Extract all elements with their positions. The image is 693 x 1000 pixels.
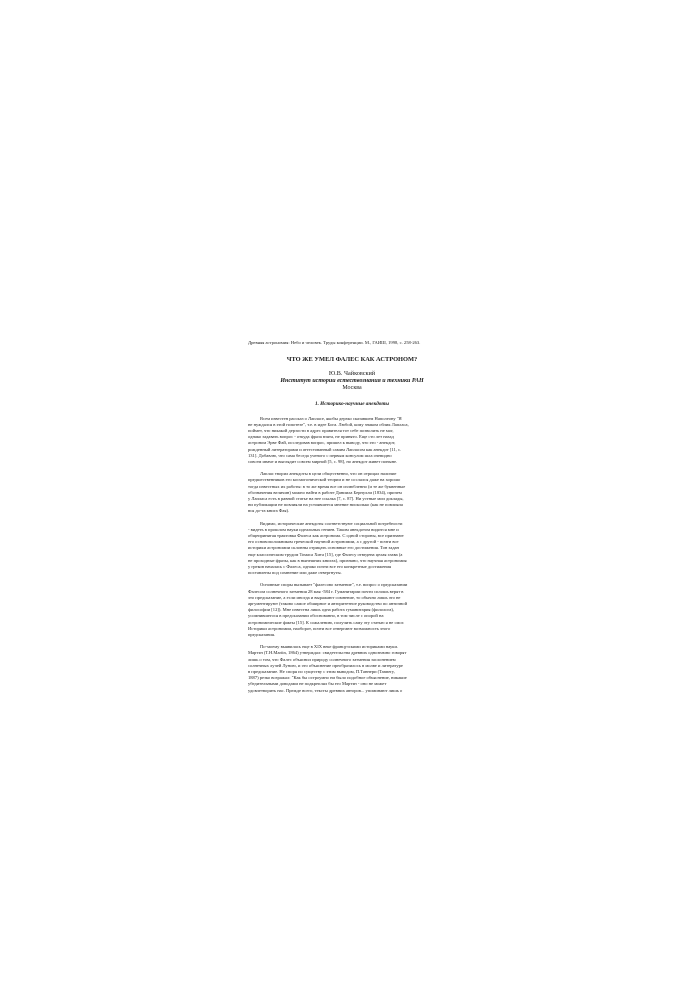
text-line: лишь о том, что Фалес объяснил природу солнечного затмения заслонением xyxy=(248,656,396,662)
author-institute: Институт истории естествознания и техники РАН xyxy=(280,377,424,384)
paragraph-2 xyxy=(248,471,456,514)
citation-line: Древняя астрономия: Небо и человек. Труды конференции. М., ГАИШ, 1998, с. 258-263. xyxy=(248,340,421,345)
text-line: общепринятая трактовка Фалеса как астронома. С одной стороны, все признают xyxy=(248,532,404,538)
text-line: усомнившегося в предсказании обоснованно, в том числе с опорой на xyxy=(248,613,384,619)
text-line: аргументируют (таково самое обширное и авторитетное руководство по античной xyxy=(248,600,408,606)
text-line: 131]. Добавлю, что сама беседа ученого с первым консулом шла очевидно xyxy=(248,452,392,458)
text-line: Историки астрономии, наоборот, почти все отвергают возможность этого xyxy=(248,625,391,631)
text-line: совсем иначе и выглядит совсем мирной [5, с. 98], но анекдот живет поныне. xyxy=(248,458,398,464)
paragraph-5 xyxy=(248,644,456,694)
text-line: обозначения величин) можно найти в работе Даниила Бернулли (1834), причем xyxy=(248,489,402,495)
text-line: Фалесом солнечного затмения 28 мая -584 г. Гуманитарии почти сплошь верят в xyxy=(248,588,404,594)
text-line: не нуждался в этой гипотезе", т.е. в идее Бога. Любой, кому знаком облик Лапласа, xyxy=(248,421,409,427)
text-line: его основоположником греческой научной астрономии, а с другой - почти все xyxy=(248,539,399,545)
text-line: Лаплас творил анекдоты в цели общественно, что он отрицал наличие xyxy=(260,471,397,477)
text-line: это предсказание, а если иногда и выражают сомнение, то обычно лишь это не xyxy=(248,594,401,600)
text-line: По-моему выявилась еще в XIX веке французскими историками науки. xyxy=(260,644,399,650)
paper-page xyxy=(248,340,456,700)
text-line: тогда известных их работы: в то же время все он излюбленно (и те же буквенные xyxy=(248,483,406,489)
text-line: ни публикации не повлияли на устоявшееся мнение нисколько (как не повлияла xyxy=(248,502,403,508)
author-name: Ю.В. Чайковский xyxy=(328,370,376,377)
text-line: философии [12]). Мне известна лишь одна работа гуманитария (филолога), xyxy=(248,607,395,613)
paper-title: ЧТО ЖЕ УМЕЛ ФАЛЕС КАК АСТРОНОМ? xyxy=(286,356,418,363)
text-line: астрономические факты [15]. К сожалению, получить саму эту статью я не смог. xyxy=(248,619,405,625)
paragraph-3 xyxy=(248,521,456,577)
text-line: поймет, что никакой дерзости в адрес правителя тот себе позволить не мог, xyxy=(248,427,394,433)
text-line: предсказания. xyxy=(248,632,276,637)
author-city: Москва xyxy=(342,385,362,391)
text-line: не проходные фразы, как в нынешних книгах), признано, что научная астрономия xyxy=(248,557,407,563)
paragraph-4 xyxy=(248,582,456,638)
text-line: Мартэн (T.H.Martin, 1864) утверждал: свидетельства древних однозначно говорят xyxy=(248,650,407,656)
text-line: еще классическим трудом Томаса Хита [15], где Фалесу отведена целая глава (а xyxy=(248,551,403,557)
text-line: удовлетворить нас. Прежде всего, тексты древних авторов... упоминают лишь о xyxy=(248,687,403,693)
section-heading: 1. Историко-научные анекдоты xyxy=(314,400,390,407)
text-line: вся до-та книга Фая). xyxy=(248,508,290,514)
text-line: у греков началась с Фалеса, однако почти все его конкретные достижения xyxy=(248,563,392,569)
text-line: 1887) резко возражал: "Как бы остроумно ни было подобное объяснение, никакие xyxy=(248,675,407,681)
text-line: убедительными доводами не подкреплял бы его Мартэн - оно не может xyxy=(248,681,387,687)
text-line: у Лапласа есть в равной статье на нее ссылка [7, с. 87]. Ни устные мои доклады, xyxy=(248,495,404,501)
text-line: Основные споры вызывает "фалесово затмение", т.е. вопрос о предсказании xyxy=(260,582,408,588)
text-line: астроном Эрве Фай, исследовав вопрос, пришел к выводу, что это - анекдот, xyxy=(248,440,396,446)
text-line: Всем известен рассказ о Лапласе, якобы дерзко сказавшем Наполеону "Я xyxy=(260,415,402,421)
text-line: поставлены под сомнение или даже отвергнуты. xyxy=(248,570,342,576)
text-line: в предсказание. Не споря по существу с этим выводом, П.Таннери (Tannery, xyxy=(248,669,395,675)
text-line: Видимо, исторические анекдоты соответствуют социальной потребности xyxy=(260,520,403,526)
text-line: солнечных лучей Луною, и это объяснение преобразилось в молве и литературе xyxy=(248,662,403,668)
text-line: рожденный литераторами и аттестованный самим Лапласом как анекдот [11, с. xyxy=(248,446,402,452)
text-line: однако задавать вопрос - откуда фраза взята, не принято. Еще сто лет назад xyxy=(248,434,394,440)
text-line: историки астрономии склонны отрицать основные его достижения. Тон задан xyxy=(248,545,399,551)
text-line: - видеть в прошлом науки идеальных гениев. Таким анекдотом видится мне и xyxy=(248,526,399,532)
paragraph-1 xyxy=(248,416,456,466)
text-line: предшественников его космогонической теории и не сослался даже на хорошо xyxy=(248,477,401,483)
